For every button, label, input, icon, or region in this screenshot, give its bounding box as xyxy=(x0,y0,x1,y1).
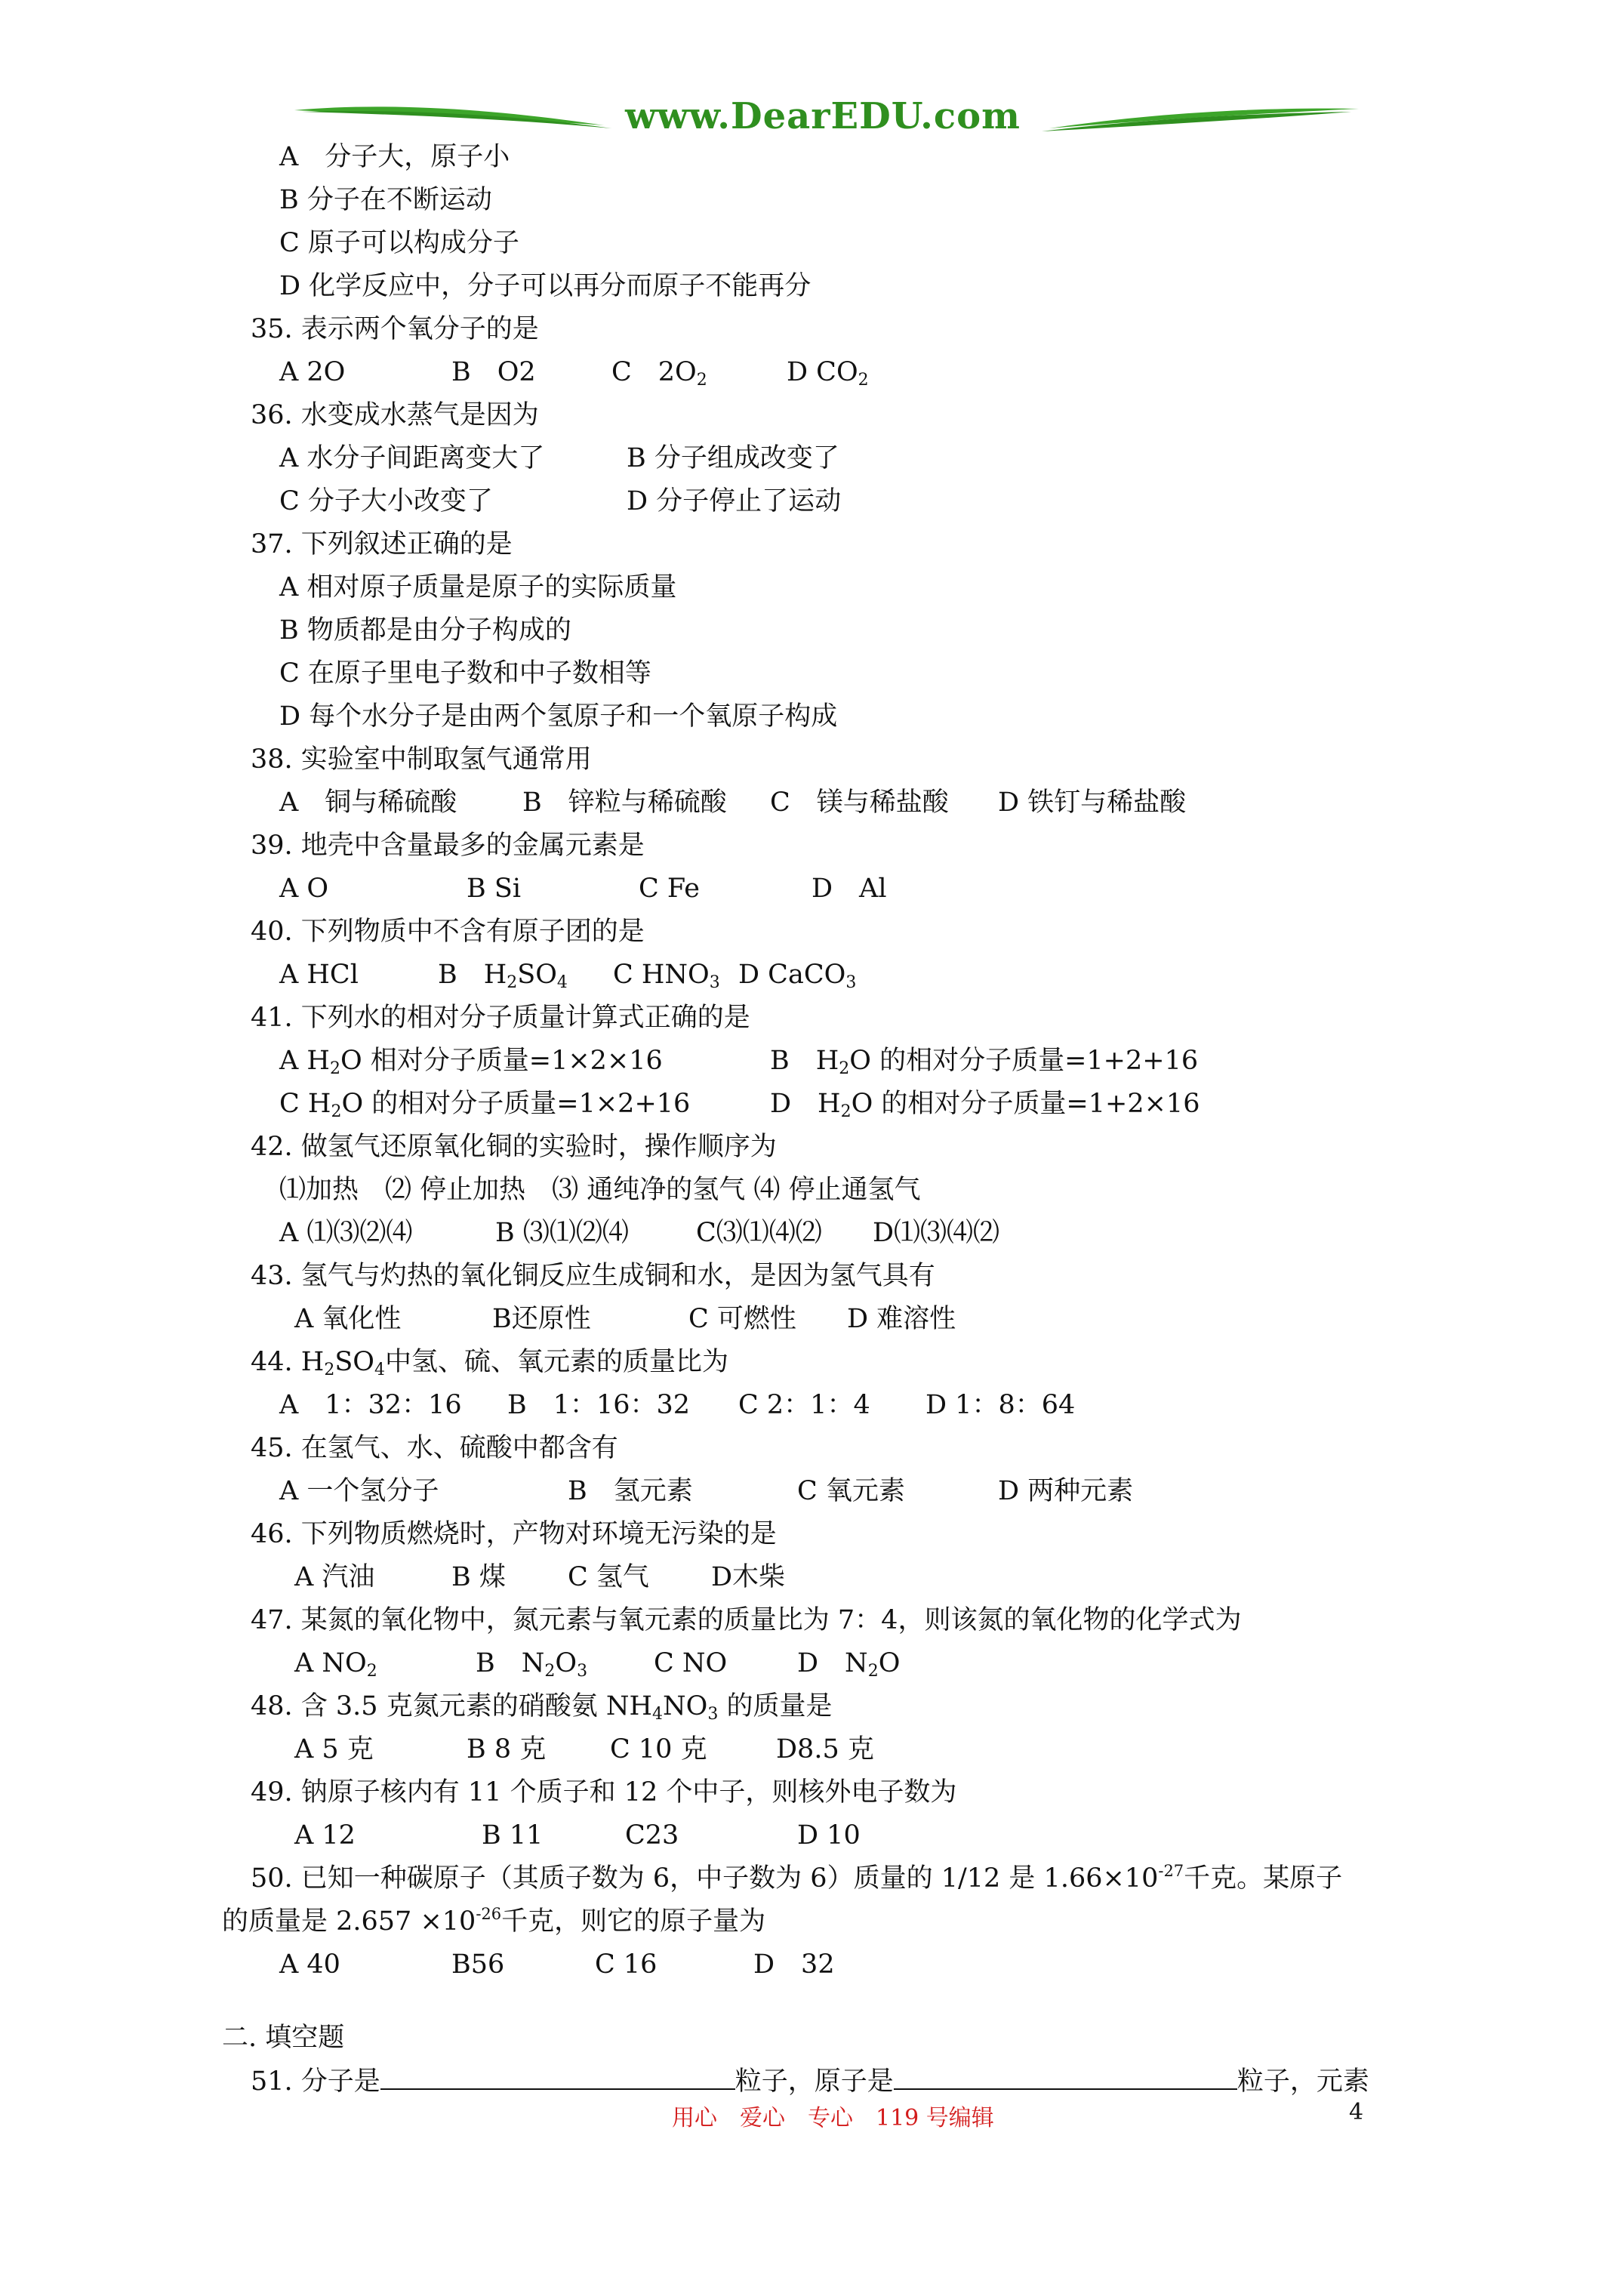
q45-option-c: C 氧元素 xyxy=(797,1476,905,1506)
q47-b-text2: O xyxy=(555,1648,577,1678)
q37-option-a: A 相对原子质量是原子的实际质量 xyxy=(279,572,677,603)
q41-stem: 41. 下列水的相对分子质量计算式正确的是 xyxy=(251,1003,750,1033)
q38-option-b: B 锌粒与稀硫酸 xyxy=(522,787,727,818)
q50-stem-line1 xyxy=(251,1857,1342,1900)
q46-option-d: D木柴 xyxy=(711,1562,786,1592)
q49-options xyxy=(294,1814,1200,1857)
q39-options xyxy=(279,868,1034,911)
q43-option-b: B还原性 xyxy=(492,1304,591,1334)
q48-option-b: B 8 克 xyxy=(467,1734,547,1764)
q34-option-a: A 分子大，原子小 xyxy=(279,142,510,172)
q41-options-row2 xyxy=(279,1083,1336,1126)
q48-option-d: D8.5 克 xyxy=(776,1734,874,1764)
q44-option-d: D 1：8：64 xyxy=(925,1390,1076,1420)
q48-stem-text1: 48. 含 3.5 克氮元素的硝酸氨 NH xyxy=(251,1691,652,1721)
q42-option-d: D⑴⑶⑷⑵ xyxy=(873,1218,1000,1248)
q36-option-c: C 分子大小改变了 xyxy=(279,486,493,516)
q47-options xyxy=(294,1642,1200,1685)
q38-options xyxy=(279,781,1261,824)
q41-d-text2: O 的相对分子质量=1+2×16 xyxy=(851,1089,1200,1119)
q43-options xyxy=(294,1298,1200,1341)
q37-option-c: C 在原子里电子数和中子数相等 xyxy=(279,658,651,689)
q34-option-c: C 原子可以构成分子 xyxy=(279,228,519,258)
q45-option-d: D 两种元素 xyxy=(998,1476,1134,1506)
q49-stem: 49. 钠原子核内有 11 个质子和 12 个中子，则核外电子数为 xyxy=(251,1777,957,1808)
q41-c-sub: 2 xyxy=(331,1102,342,1121)
q36-option-b: B 分子组成改变了 xyxy=(627,443,839,473)
q45-option-a: A 一个氢分子 xyxy=(279,1476,439,1506)
q40-option-a: A HCl xyxy=(279,960,359,990)
q51-blank-2[interactable] xyxy=(894,2060,1237,2090)
q39-option-c: C Fe xyxy=(639,874,700,904)
q36-stem: 36. 水变成水蒸气是因为 xyxy=(251,400,539,430)
q46-stem: 46. 下列物质燃烧时，产物对环境无污染的是 xyxy=(251,1519,777,1549)
q35-d-sub: 2 xyxy=(858,371,869,390)
q48-stem-text2: NO xyxy=(662,1691,708,1721)
q41-a-text2: O 相对分子质量=1×2×16 xyxy=(340,1046,663,1076)
q40-b-text1: B H xyxy=(438,960,507,990)
q35-option-b: B O2 xyxy=(451,357,536,387)
q44-stem xyxy=(251,1341,728,1384)
q46-option-c: C 氢气 xyxy=(568,1562,649,1592)
q49-option-a: A 12 xyxy=(294,1820,356,1851)
q39-stem: 39. 地壳中含量最多的金属元素是 xyxy=(251,831,645,861)
q42-option-a: A ⑴⑶⑵⑷ xyxy=(279,1218,413,1248)
q46-option-a: A 汽油 xyxy=(294,1562,375,1592)
q47-stem: 47. 某氮的氧化物中，氮元素与氧元素的质量比为 7：4，则该氮的氧化物的化学式为 xyxy=(251,1605,1242,1635)
q38-option-d: D 铁钉与稀盐酸 xyxy=(998,787,1187,818)
q50-stem-line2 xyxy=(222,1900,765,1943)
q45-options xyxy=(279,1470,1185,1513)
q40-d-sub: 3 xyxy=(845,973,857,992)
q41-a-sub: 2 xyxy=(329,1059,340,1078)
q35-d-text: D CO xyxy=(787,357,858,387)
q36-option-a: A 水分子间距离变大了 xyxy=(279,443,545,473)
section-title-fill-in: 二. 填空题 xyxy=(222,2023,345,2053)
q50-exponent1: -27 xyxy=(1158,1862,1184,1880)
q35-c-text: C 2O xyxy=(611,357,697,387)
q49-option-c: C23 xyxy=(625,1820,679,1851)
q50-option-b: B56 xyxy=(451,1949,505,1980)
q41-d-text1: D H xyxy=(770,1089,841,1119)
q48-stem xyxy=(251,1685,832,1728)
q36-options-row2 xyxy=(279,480,959,523)
q48-stem-sub1: 4 xyxy=(651,1705,663,1724)
q51-text3: 粒子，元素 xyxy=(1236,2066,1369,2097)
q50-text3: 的质量是 2.657 ×10 xyxy=(222,1906,476,1937)
q35-option-a: A 2O xyxy=(279,357,346,387)
q41-b-text1: B H xyxy=(770,1046,839,1076)
q40-c-sub: 3 xyxy=(709,973,720,992)
q39-option-d: D Al xyxy=(812,874,887,904)
q35-option-d xyxy=(787,351,869,394)
q50-option-d: D 32 xyxy=(753,1949,835,1980)
q40-b-sub1: 2 xyxy=(507,973,518,992)
q42-options xyxy=(279,1212,1185,1255)
q50-text1: 50. 已知一种碳原子（其质子数为 6，中子数为 6）质量的 1/12 是 1.66×10 xyxy=(251,1863,1159,1894)
page-number: 4 xyxy=(1349,2099,1364,2125)
q44-stem-sub2: 4 xyxy=(374,1361,385,1379)
q44-options xyxy=(279,1384,1185,1427)
q42-option-b: B ⑶⑴⑵⑷ xyxy=(495,1218,629,1248)
q40-options xyxy=(279,954,1034,997)
q38-stem: 38. 实验室中制取氢气通常用 xyxy=(251,744,592,775)
q40-stem: 40. 下列物质中不含有原子团的是 xyxy=(251,917,645,947)
q48-option-c: C 10 克 xyxy=(610,1734,707,1764)
page-footer xyxy=(0,2099,1623,2137)
q50-option-c: C 16 xyxy=(595,1949,658,1980)
q40-option-b xyxy=(438,954,568,997)
q41-d-sub: 2 xyxy=(840,1102,852,1121)
q45-option-b: B 氢元素 xyxy=(568,1476,693,1506)
q35-c-sub: 2 xyxy=(696,371,707,390)
q42-stem: 42. 做氢气还原氧化铜的实验时，操作顺序为 xyxy=(251,1132,777,1162)
q47-option-c: C NO xyxy=(654,1648,728,1678)
q47-option-a xyxy=(294,1642,377,1685)
q47-option-b xyxy=(476,1642,587,1685)
q41-option-c xyxy=(279,1083,690,1126)
q41-options-row1 xyxy=(279,1040,1336,1083)
q38-option-a: A 铜与稀硫酸 xyxy=(279,787,457,818)
q49-option-d: D 10 xyxy=(797,1820,861,1851)
q41-option-d xyxy=(770,1083,1200,1126)
q44-option-c: C 2：1：4 xyxy=(738,1390,870,1420)
q40-b-sub2: 4 xyxy=(556,973,568,992)
q46-options xyxy=(294,1556,1200,1599)
q44-option-a: A 1：32：16 xyxy=(279,1390,462,1420)
q44-stem-sub1: 2 xyxy=(324,1361,335,1379)
q37-option-d: D 每个水分子是由两个氢原子和一个氧原子构成 xyxy=(279,701,838,732)
q48-stem-sub2: 3 xyxy=(707,1705,719,1724)
q44-stem-text1: 44. H xyxy=(251,1347,325,1377)
q41-a-text1: A H xyxy=(279,1046,330,1076)
q34-option-b: B 分子在不断运动 xyxy=(279,185,492,215)
q34-option-d: D 化学反应中，分子可以再分而原子不能再分 xyxy=(279,271,812,301)
q43-stem: 43. 氢气与灼热的氧化铜反应生成铜和水，是因为氢气具有 xyxy=(251,1261,935,1291)
q44-option-b: B 1：16：32 xyxy=(507,1390,691,1420)
q51-blank-1[interactable] xyxy=(380,2060,735,2090)
q43-option-a: A 氧化性 xyxy=(294,1304,402,1334)
q36-options-row1 xyxy=(279,437,959,480)
q50-options xyxy=(279,1943,1185,1986)
q51-text1: 51. 分子是 xyxy=(251,2066,380,2097)
q38-option-c: C 镁与稀盐酸 xyxy=(770,787,949,818)
q50-exponent2: -26 xyxy=(476,1905,502,1923)
q41-b-text2: O 的相对分子质量=1+2+16 xyxy=(849,1046,1199,1076)
q47-d-text1: D N xyxy=(797,1648,868,1678)
q35-stem: 35. 表示两个氧分子的是 xyxy=(251,314,539,344)
q42-steps: ⑴加热 ⑵ 停止加热 ⑶ 通纯净的氢气 ⑷ 停止通氢气 xyxy=(279,1175,921,1205)
site-title: www.DearEDU.com xyxy=(625,95,1021,137)
q43-option-d: D 难溶性 xyxy=(847,1304,956,1334)
q46-option-b: B 煤 xyxy=(451,1562,506,1592)
q40-option-c xyxy=(613,954,720,997)
q41-c-text2: O 的相对分子质量=1×2+16 xyxy=(341,1089,691,1119)
q37-option-b: B 物质都是由分子构成的 xyxy=(279,615,571,646)
q50-option-a: A 40 xyxy=(279,1949,340,1980)
q37-stem: 37. 下列叙述正确的是 xyxy=(251,529,513,559)
q41-b-sub: 2 xyxy=(839,1059,850,1078)
q40-b-text2: SO xyxy=(517,960,557,990)
q47-a-text: A NO xyxy=(294,1648,367,1678)
q47-b-sub1: 2 xyxy=(544,1662,556,1681)
q40-d-text: D CaCO xyxy=(738,960,846,990)
q48-option-a: A 5 克 xyxy=(294,1734,374,1764)
q41-c-text1: C H xyxy=(279,1089,331,1119)
q51-stem xyxy=(251,2060,1369,2103)
q47-option-d xyxy=(797,1642,900,1685)
q40-option-d xyxy=(738,954,856,997)
footer-text: 用心 爱心 专心 119 号编辑 xyxy=(672,2105,994,2131)
q47-b-text1: B N xyxy=(476,1648,545,1678)
q50-text2: 千克。某原子 xyxy=(1184,1863,1343,1894)
q45-stem: 45. 在氢气、水、硫酸中都含有 xyxy=(251,1433,618,1463)
q49-option-b: B 11 xyxy=(482,1820,544,1851)
q50-text4: 千克，则它的原子量为 xyxy=(501,1906,766,1937)
q48-stem-text3: 的质量是 xyxy=(718,1691,833,1721)
q39-option-a: A O xyxy=(279,874,329,904)
q35-option-c xyxy=(611,351,707,394)
q48-options xyxy=(294,1728,1200,1771)
q42-option-c: C⑶⑴⑷⑵ xyxy=(696,1218,822,1248)
q47-b-sub2: 3 xyxy=(577,1662,588,1681)
q44-stem-text2: SO xyxy=(334,1347,374,1377)
q51-text2: 粒子，原子是 xyxy=(735,2066,894,2097)
q40-c-text: C HNO xyxy=(613,960,710,990)
q47-d-text2: O xyxy=(878,1648,901,1678)
q41-option-b xyxy=(770,1040,1198,1083)
q47-a-sub: 2 xyxy=(366,1662,377,1681)
q35-options xyxy=(279,351,959,394)
q44-stem-text3: 中氢、硫、氧元素的质量比为 xyxy=(384,1347,728,1377)
q47-d-sub: 2 xyxy=(867,1662,879,1681)
q36-option-d: D 分子停止了运动 xyxy=(627,486,842,516)
q41-option-a xyxy=(279,1040,663,1083)
q43-option-c: C 可燃性 xyxy=(688,1304,796,1334)
q39-option-b: B Si xyxy=(467,874,522,904)
